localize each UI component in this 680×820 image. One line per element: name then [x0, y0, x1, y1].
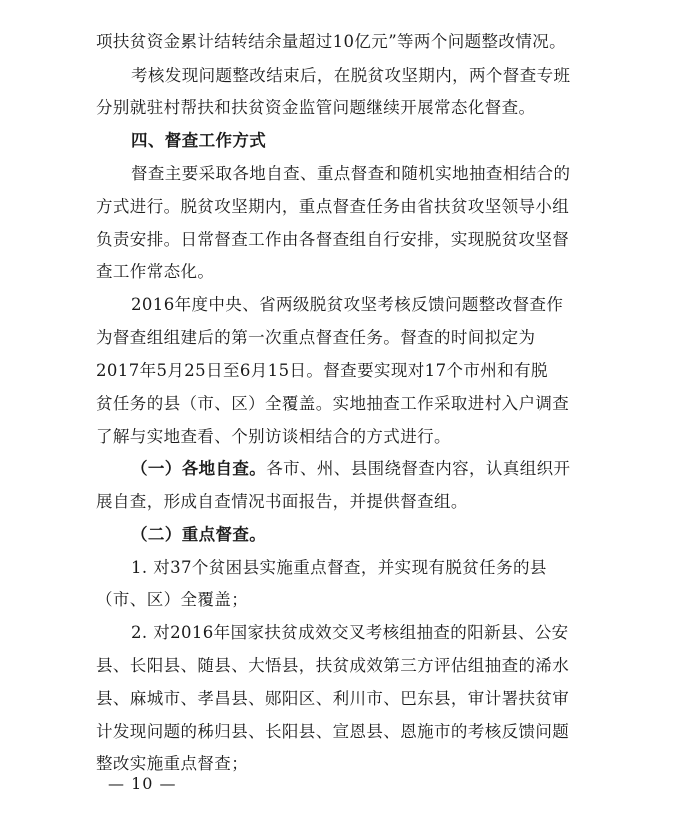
list-item-line: 计发现问题的秭归县、长阳县、宣恩县、恩施市的考核反馈问题: [96, 722, 570, 741]
paragraph-line: 方式进行。脱贫攻坚期内，重点督查任务由省扶贫攻坚领导小组: [96, 197, 570, 216]
section-heading: 四、督查工作方式: [131, 131, 267, 150]
list-item-line: 县、长阳县、随县、大悟县，扶贫成效第三方评估组抽查的浠水: [96, 656, 570, 675]
paragraph-line: 查工作常态化。: [96, 262, 215, 281]
subsection-line: [131, 459, 651, 479]
paragraph-line: 2017年5月25日至6月15日。督查要实现对17个市州和有脱: [96, 361, 548, 380]
subsection-heading: （二）重点督查。: [131, 525, 267, 544]
list-item-line: 整改实施重点督查；: [96, 754, 249, 773]
subsection-heading: （一）各地自查。: [131, 459, 267, 478]
paragraph-line: 展自查，形成自查情况书面报告，并提供督查组。: [96, 492, 468, 511]
paragraph-line: 项扶贫资金累计结转结余量超过10亿元”等两个问题整改情况。: [96, 32, 567, 51]
paragraph-line: 贫任务的县（市、区）全覆盖。实地抽查工作采取进村入户调查: [96, 394, 570, 413]
list-item-line: 县、麻城市、孝昌县、郧阳区、利川市、巴东县，审计署扶贫审: [96, 689, 570, 708]
paragraph-line: 考核发现问题整改结束后，在脱贫攻坚期内，两个督查专班: [131, 66, 571, 85]
paragraph-line: 负责安排。日常督查工作由各督查组自行安排，实现脱贫攻坚督: [96, 230, 570, 249]
paragraph-line: 为督查组组建后的第一次重点督查任务。督查的时间拟定为: [96, 328, 536, 347]
paragraph-line: 2016年度中央、省两级脱贫攻坚考核反馈问题整改督查作: [131, 295, 564, 314]
paragraph-line: 督查主要采取各地自查、重点督查和随机实地抽查相结合的: [131, 164, 571, 183]
list-item-line: 2. 对2016年国家扶贫成效交叉考核组抽查的阳新县、公安: [131, 623, 569, 642]
paragraph-line: 了解与实地查看、个别访谈相结合的方式进行。: [96, 427, 451, 446]
list-item-line: 1. 对37个贫困县实施重点督查，并实现有脱贫任务的县: [131, 558, 547, 577]
page-number: — 10 —: [108, 774, 177, 793]
paragraph-text: 各市、州、县围绕督查内容，认真组织开: [266, 459, 571, 478]
paragraph-line: 分别就驻村帮扶和扶贫资金监管问题继续开展常态化督查。: [96, 98, 536, 117]
list-item-line: （市、区）全覆盖；: [96, 590, 249, 609]
